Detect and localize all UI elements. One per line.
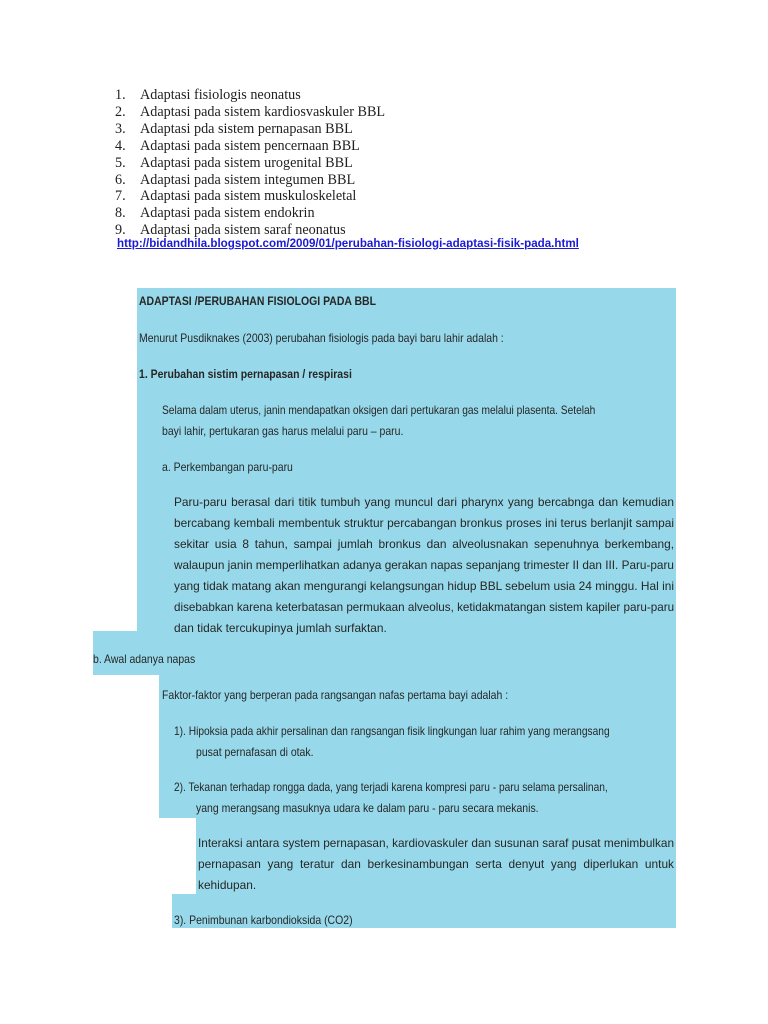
list-item: 9. Adaptasi pada sistem saraf neonatus [115, 222, 346, 239]
paragraph-line: pernapasan yang teratur dan berkesinambungan serta denyut yang diperlukan untuk [198, 857, 674, 871]
list-item: 2. Adaptasi pada sistem kardiosvaskuler BBL [115, 103, 386, 120]
subheading-b: b. Awal adanya napas [93, 652, 196, 666]
factors-intro: Faktor-faktor yang berperan pada rangsangan nafas pertama bayi adalah : [162, 688, 509, 702]
topic-list [115, 87, 385, 239]
list-item: 6. Adaptasi pada sistem integumen BBL [115, 171, 356, 188]
list-item: 4. Adaptasi pada sistem pencernaan BBL [115, 137, 360, 154]
section-heading: 1. Perubahan sistim pernapasan / respirasi [139, 367, 352, 381]
factor-1-line: 1). Hipoksia pada akhir persalinan dan rangsangan fisik lingkungan luar rahim yang merangsang [174, 724, 610, 738]
list-item: 1. Adaptasi fisiologis neonatus [115, 87, 301, 103]
paragraph-line: bercabang kembali membentuk struktur percabangan bronkus proses ini terus berlanjit sampai [174, 516, 674, 530]
paragraph-line: disebabkan karena keterbatasan permukaan alveolus, ketidakmatangan sistem kapiler paru-paru [174, 600, 675, 614]
list-item: 5. Adaptasi pada sistem urogenital BBL [115, 154, 353, 171]
source-link[interactable]: http://bidandhila.blogspot.com/2009/01/perubahan-fisiologi-adaptasi-fisik-pada.html [117, 237, 579, 250]
factor-2-line: yang merangsang masuknya udara ke dalam paru - paru secara mekanis. [196, 801, 539, 815]
list-item: 7. Adaptasi pada sistem muskuloskeletal [115, 188, 357, 205]
factor-3-line: 3). Penimbunan karbondioksida (CO2) [174, 913, 353, 927]
paragraph-line: Paru-paru berasal dari titik tumbuh yang muncul dari pharynx yang bercabnga dan kemudian [174, 495, 674, 509]
paragraph-line: Interaksi antara system pernapasan, kardiovaskuler dan susunan saraf pusat menimbulkan [198, 836, 675, 850]
paragraph-interaction [198, 833, 674, 896]
article-heading: ADAPTASI /PERUBAHAN FISIOLOGI PADA BBL [139, 294, 376, 308]
paragraph-line: kehidupan. [198, 878, 257, 892]
paragraph-line: Selama dalam uterus, janin mendapatkan oksigen dari pertukaran gas melalui plasenta. Setelah [162, 403, 596, 417]
paragraph-line: walaupun janin memperlihatkan adanya gerakan napas sepanjang trimester II dan III. Paru-paru [174, 558, 674, 572]
paragraph-line: dan tidak tercukupinya jumlah surfaktan. [174, 621, 387, 635]
paragraph-line: yang tidak matang akan mengurangi kelangsungan hidup BBL sebelum usia 24 minggu. Hal ini [174, 579, 674, 593]
factor-2-line: 2). Tekanan terhadap rongga dada, yang terjadi karena kompresi paru - paru selama persalinan, [174, 780, 608, 794]
paragraph-line: bayi lahir, pertukaran gas harus melalui paru – paru. [162, 424, 404, 438]
intro-text: Menurut Pusdiknakes (2003) perubahan fisiologis pada bayi baru lahir adalah : [139, 331, 504, 345]
paragraph-lungs [174, 492, 674, 639]
factor-1-line: pusat pernafasan di otak. [196, 745, 314, 759]
list-item: 3. Adaptasi pda sistem pernapasan BBL [115, 120, 353, 137]
subheading-a: a. Perkembangan paru-paru [162, 460, 293, 474]
paragraph-line: sekitar usia 8 tahun, sampai jumlah bronkus dan alveolusnakan sepenuhnya berkembang, [174, 537, 674, 551]
list-item: 8. Adaptasi pada sistem endokrin [115, 205, 315, 222]
